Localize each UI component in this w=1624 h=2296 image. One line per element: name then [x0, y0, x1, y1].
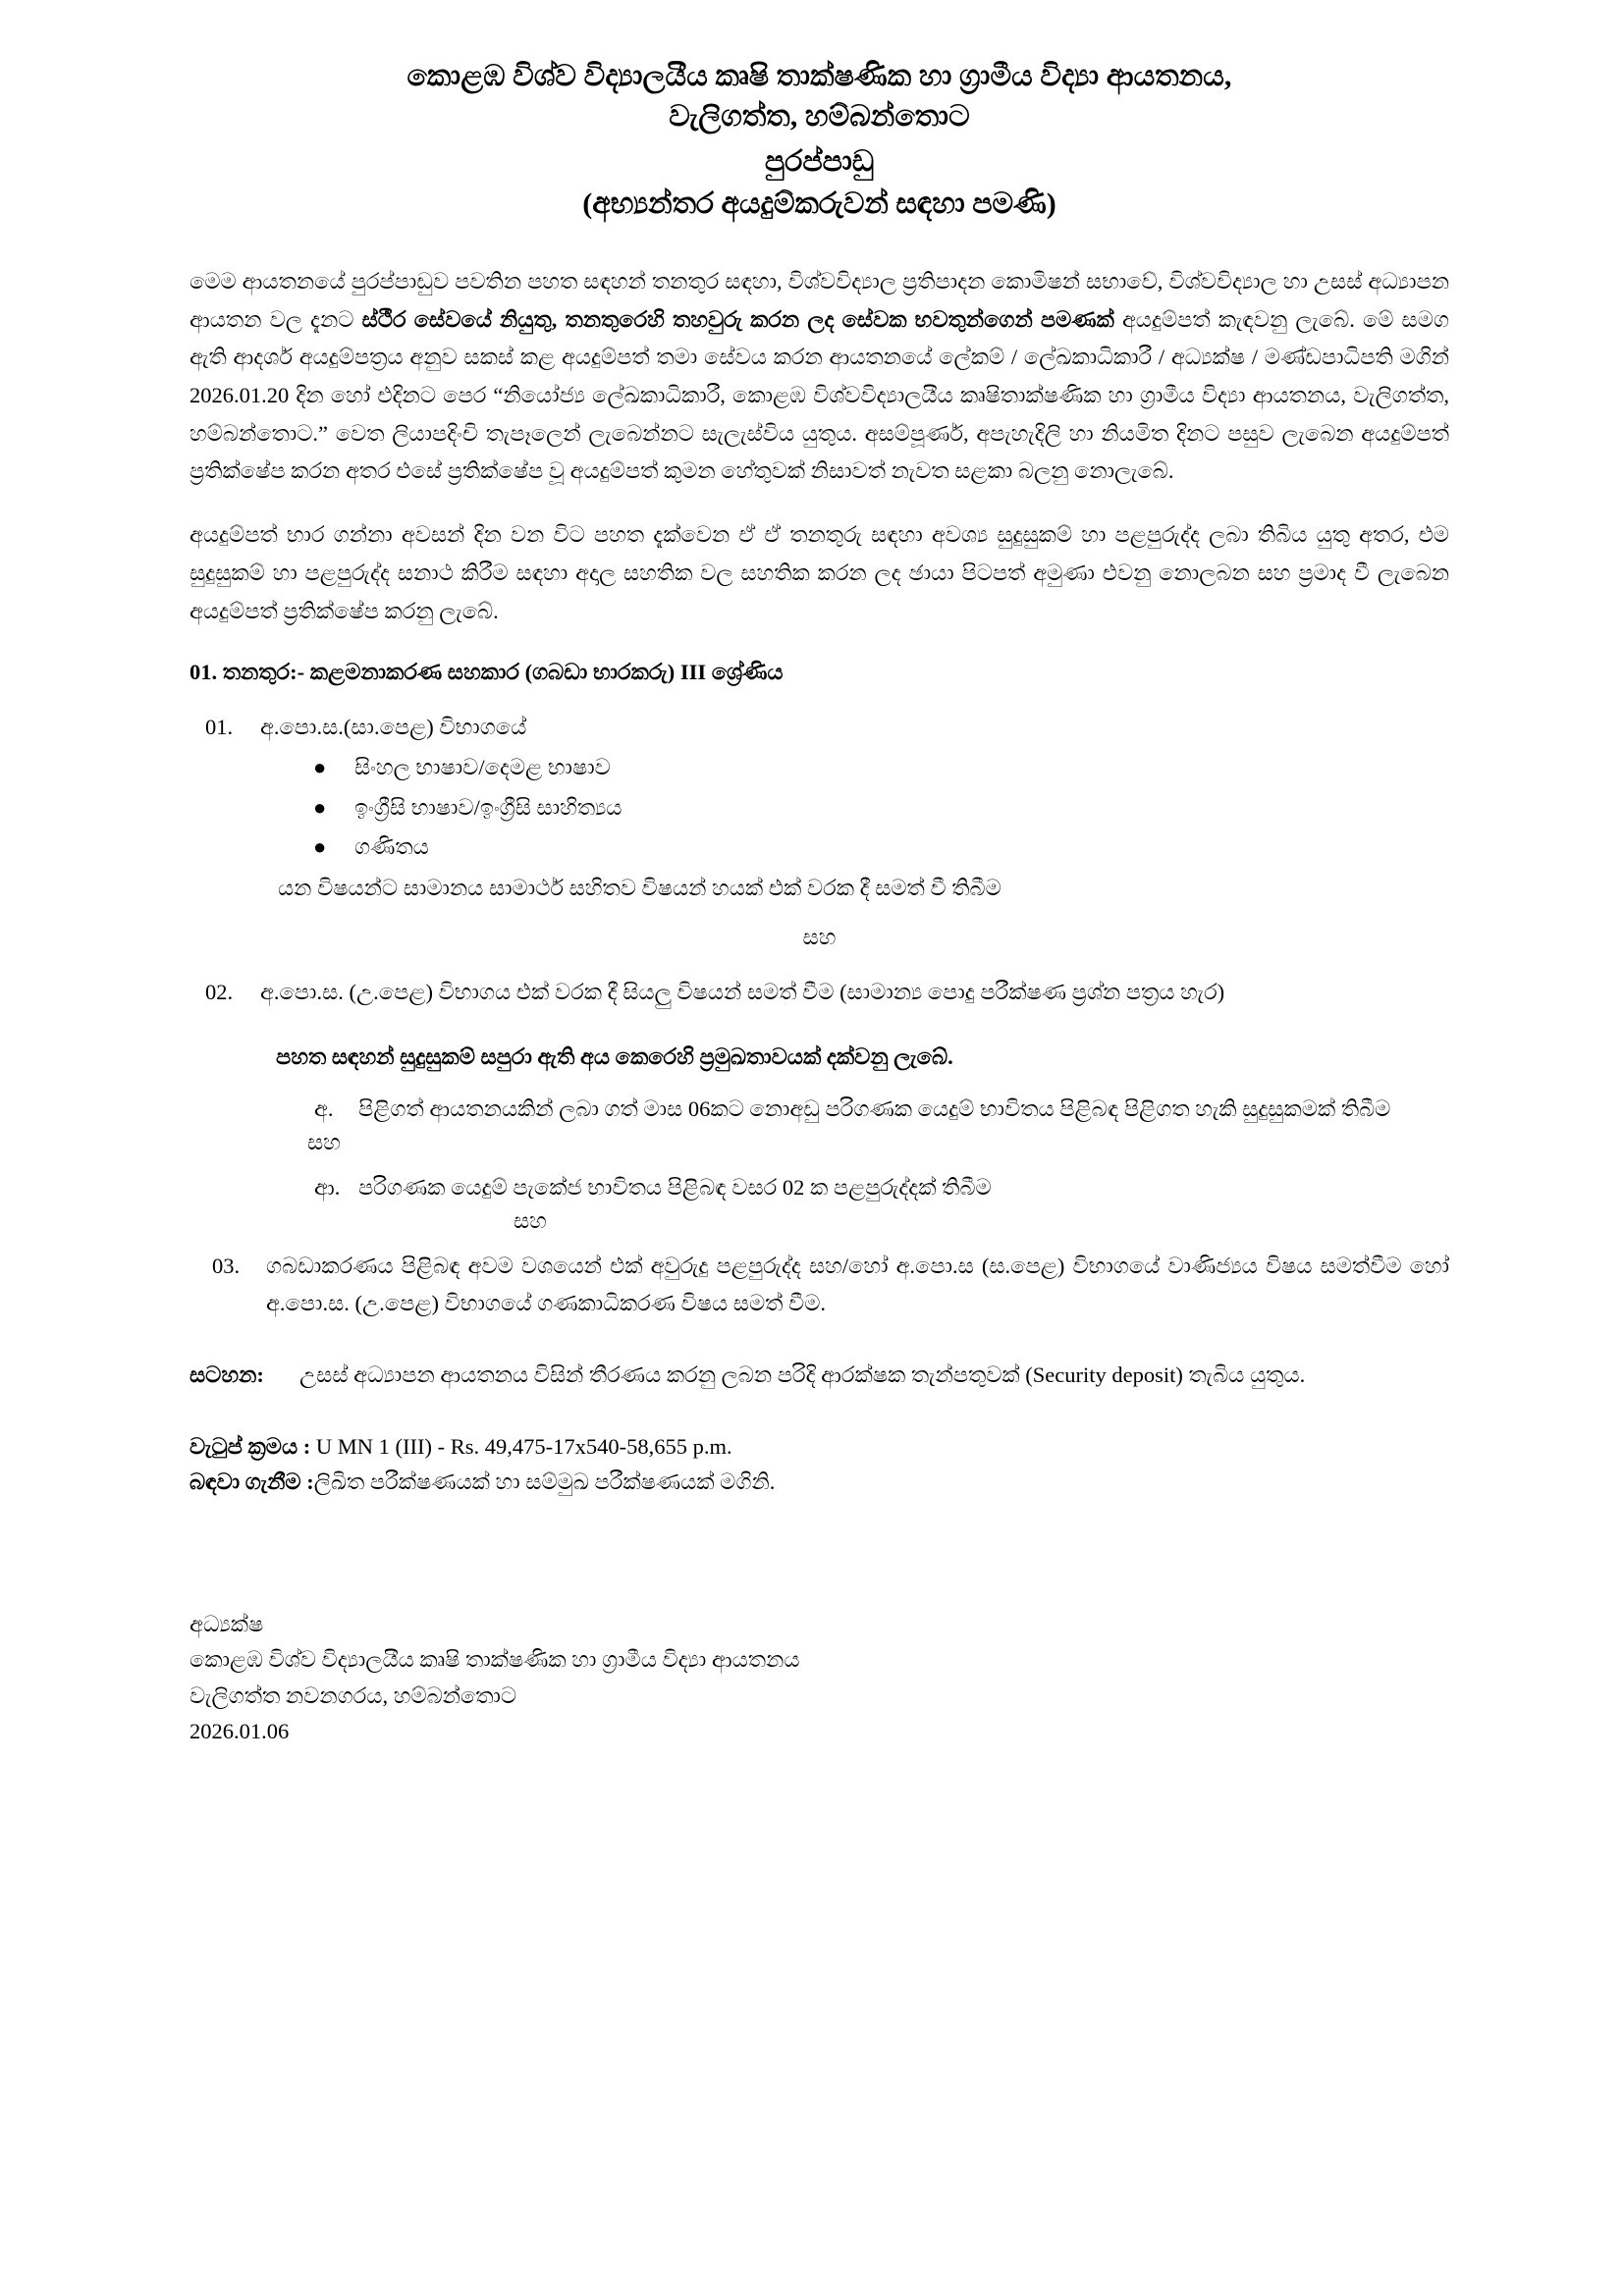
organization-title-line1: කොළඹ විශ්ව විද්‍යාලයීය කෘෂි තාක්ෂණික හා ග්‍රාමීය විද්‍යා ආයතනය,: [406, 60, 1232, 92]
salary-scale-line: [189, 1429, 1449, 1465]
signatory-title: අධ්‍යක්ෂ: [189, 1611, 264, 1636]
bullet-dot-icon: ●: [313, 834, 327, 860]
priority-sub-item-b: [189, 1169, 1449, 1206]
document-body: [189, 263, 1449, 1749]
recruitment-method-label: බඳවා ගැනීම: [189, 1469, 301, 1495]
signatory-organization: කොළඹ විශ්ව විද්‍යාලයීය කෘෂි තාක්ෂණික හා ග්‍රාමීය විද්‍යා ආයතනය: [189, 1647, 800, 1673]
organization-title: [226, 57, 1414, 136]
security-deposit-note: [189, 1357, 1449, 1394]
priority-note: පහත සඳහන් සුදුසුකම් සපුරා ඇති අය කෙරෙහි ප්‍රමුඛතාවයක් දක්වනු ලැබේ.: [276, 1044, 953, 1070]
qualification-item-03: [189, 1248, 1449, 1323]
subject-bullet-sinhala-tamil: [260, 750, 1449, 785]
salary-scale-separator: :: [298, 1433, 316, 1459]
recruitment-method-separator: :: [300, 1469, 314, 1495]
conjunction-after-sub-item-a: සහ: [307, 1129, 341, 1154]
intro-paragraph-2: අයදුම්පත් භාර ගන්නා අවසන් දින වන විට පහත දැක්වෙන ඒ ඒ තනතුරු සඳහා අවශ්‍ය සුදුසුකම් හා පළපුරුද්ද ලබා තිබිය යුතු අතර, එම සුදුසුකම් හා පළපුරුද්ද සනාථ කිරීම සඳහා අදාල සහතික වල සහතික කරන ලද ඡායා පිටපත් අමුණා එවනු නොලබන සහ ප්‍රමාද වී ලැබෙන අයදුම්පත් ප්‍රතික්ෂේප කරනු ලැබේ.: [189, 522, 1449, 623]
intro-paragraph-1-part-a: මෙම ආයතනයේ පුරප්පාඩුව පවතින පහත සඳහන් තනතුර සඳහා, විශ්වවිද්‍යාල ප්‍රතිපාදන කොමිෂන් සභාවේ, විශ්වවිද්‍යාල හා උසස් අධ්‍යාපන ආයතන වල දැනට: [189, 269, 1449, 332]
qualification-item-01-closing: යන විෂයන්ට සාමාන‍ය සාමාර්ථ සහිතව විෂයන් හයක් එක් වරක දී සමත් වී තිබීම: [278, 875, 1001, 900]
intro-paragraph-1-part-b: අයදුම්පත් කැඳවනු ලැබේ. මේ සමග ඇති ආදර්ශ අයදුම්පත්‍රය අනුව සකස් කළ අයදුම්පත් තමා සේවය කරන ආයතනයේ ලේකම් / ලේඛකාධිකාරී / අධ්‍යක්ෂ / මණ්ඩපාධිපති මගින් 2026.01.20 දින හෝ එදිනට පෙර “නියෝජ්‍ය ලේඛකාධිකාරී, කොළඹ විශ්වවිද්‍යාලයීය කෘෂිතාක්ෂණික හා ග්‍රාමීය විද්‍යා ආයතනය, වැලිගත්ත, හම්බන්තොට.” වෙත ලියාපදිංචි තැපෑලෙන් ලැබෙන්නට සැලැස්විය යුතුය. අසම්පූර්ණ, අපැහැදිලි හා නියමිත දිනට පසුව ලැබෙන අයදුම්පත් ප්‍රතික්ෂේප කරන අතර එසේ ප්‍රතික්ෂේප වූ අයදුම්පත් කුමන හේතුවක් නිසාවත් නැවත සළකා බලනු නොලැබේ.: [189, 306, 1449, 484]
post-title-heading: 01. තනතුර:- කළමනාකරණ සහකාර (ගබඩා භාරකරු) III ශ්‍රේණිය: [189, 660, 784, 685]
priority-sub-item-a-text: පිළිගත් ආයතනයකින් ලබා ගත් මාස 06කට නොඅඩු පරිගණක යෙදුම් භාවිතය පිළිබඳ පිළිගත හැකි සුදුසුකමක් තිබීම: [358, 1095, 1391, 1121]
qualification-item-01: [189, 709, 1449, 907]
document-header: [189, 57, 1449, 224]
conjunction-after-sub-item-b: සහ: [514, 1208, 547, 1233]
salary-scale-value: U MN 1 (III) - Rs. 49,475-17x540-58,655 p.m.: [315, 1433, 732, 1459]
recruitment-method-value: ලිඛිත පරීක්ෂණයක් හා සම්මුඛ පරීක්ෂණයක් මගිනි.: [313, 1469, 776, 1495]
qualification-item-01-number: 01.: [205, 715, 234, 740]
intro-paragraph-1: [189, 263, 1449, 491]
priority-sub-item-a-letter: අ.: [314, 1095, 334, 1121]
qualification-list: [189, 709, 1449, 1011]
bullet-dot-icon: ●: [313, 755, 327, 780]
subject-bullet-mathematics: [260, 829, 1449, 865]
subject-bullet-label-2: ඉංග්‍රීසි භාෂාව/ඉංග්‍රීසි සාහිත්‍යය: [354, 794, 623, 820]
subject-bullet-label-1: සිංහල භාෂාව/දෙමළ භාෂාව: [354, 755, 611, 780]
subject-bullet-label-3: ගණිතය: [354, 834, 429, 860]
salary-scale-label: වැටුප් ක්‍රමය: [189, 1433, 298, 1459]
recruitment-method-line: [189, 1465, 1449, 1500]
priority-sub-item-b-letter: ආ.: [314, 1174, 341, 1200]
note-label: සටහන:: [189, 1362, 264, 1387]
qualification-item-03-number: 03.: [212, 1254, 241, 1278]
bullet-dot-icon: ●: [313, 794, 327, 820]
signature-block: [189, 1607, 1449, 1750]
notice-scope-heading: (අභ්‍යන්තර අයදුම්කරුවන් සඳහා පමණි): [582, 187, 1056, 220]
note-text: උසස් අධ්‍යාපන ආයතනය විසින් තීරණය කරනු ලබන පරිදි ආරක්ෂක තැන්පතුවක් (Security deposit) තැබිය යුතුය.: [299, 1362, 1306, 1387]
qualification-item-01-text: අ.පො.ස.(සා.පෙළ) විභාගයේ: [260, 715, 527, 740]
signature-date: 2026.01.06: [189, 1718, 290, 1743]
qualification-item-02-text: අ.පො.ස. (උ.පෙළ) විභාගය එක් වරක දී සියලු විෂයන් සමත් වීම (සාමාන්‍ය පොදු පරීක්ෂණ ප්‍රශ්න පත්‍රය හැර): [260, 980, 1225, 1004]
intro-paragraph-1-bold: ස්ථීර සේවයේ නියුතු, තනතුරෙහි තහවුරු කරන ලද සේවක භවතුන්ගෙන් පමණක්: [361, 306, 1122, 332]
qualification-item-02: [189, 974, 1449, 1011]
qualification-item-02-number: 02.: [205, 980, 234, 1004]
conjunction-after-item-01: සහ: [802, 925, 837, 949]
priority-sub-item-a: [189, 1091, 1449, 1128]
signatory-address: වැලිගත්ත නවනගරය, හම්බන්තොට: [189, 1682, 517, 1708]
subject-bullet-english: [260, 790, 1449, 826]
priority-sub-list: [189, 1091, 1449, 1235]
qualification-subject-bullets: [260, 750, 1449, 865]
notice-type-heading: පුරප්පාඩු: [764, 145, 875, 178]
priority-sub-item-b-text: පරිගණක යෙදුම් පැකේජ භාවිතය පිළිබඳ වසර 02 ක පළපුරුද්දක් තිබීම: [358, 1174, 992, 1200]
salary-and-recruitment-block: [189, 1429, 1449, 1501]
qualification-item-03-text: ගබඩාකරණය පිළිබඳ අවම වශයෙන් එක් අවුරුදු පළපුරුද්ද සහ/හෝ අ.පො.ස (ස.පෙළ) විභාගයේ වාණිජ්‍යය විෂය සමත්වීම හෝ අ.පො.ස. (උ.පෙළ) විභාගයේ ගණකාධිකරණ විෂය සමත් වීම.: [266, 1254, 1449, 1316]
organization-title-line2: වැලිගත්ත, හම්බන්තොට: [669, 99, 970, 133]
